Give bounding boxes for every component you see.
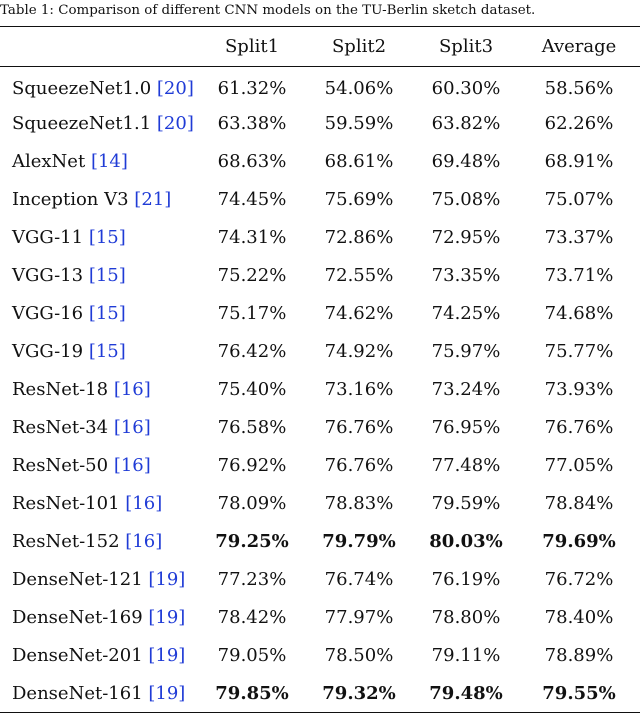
model-cell	[0, 637, 200, 675]
table-row	[0, 257, 640, 295]
citation-link[interactable]: [15]	[88, 265, 126, 286]
average-value: 58.56%	[544, 78, 614, 100]
split2-value: 74.62%	[324, 303, 394, 324]
citation-link[interactable]: [16]	[113, 417, 151, 438]
citation-link[interactable]: [20]	[156, 78, 194, 100]
model-name: AlexNet	[12, 151, 86, 172]
table-row	[0, 181, 640, 219]
split3-value: 77.48%	[431, 455, 501, 476]
split2-value: 76.76%	[324, 455, 394, 476]
model-cell	[0, 409, 200, 447]
table-header-row	[0, 27, 640, 67]
model-cell	[0, 333, 200, 371]
split3-value: 73.35%	[431, 265, 501, 286]
citation-link[interactable]: [16]	[113, 379, 151, 400]
model-cell	[0, 485, 200, 523]
average-value: 68.91%	[544, 151, 614, 172]
split2-value: 79.79%	[322, 531, 396, 552]
split1-value: 77.23%	[217, 569, 287, 590]
citation-link[interactable]: [16]	[125, 493, 163, 514]
model-name: ResNet-18	[12, 379, 109, 400]
table-row	[0, 675, 640, 713]
average-value: 76.72%	[544, 569, 614, 590]
average-value: 77.05%	[544, 455, 614, 476]
split3-value: 60.30%	[431, 78, 501, 100]
header-split3: Split3	[438, 36, 494, 57]
split1-value: 74.45%	[217, 189, 287, 210]
average-value: 79.55%	[542, 682, 616, 704]
table-row	[0, 599, 640, 637]
split3-value: 75.97%	[431, 341, 501, 362]
split3-value: 72.95%	[431, 227, 501, 248]
model-cell	[0, 561, 200, 599]
model-cell	[0, 181, 200, 219]
split1-value: 61.32%	[217, 78, 287, 100]
model-name: VGG-19	[12, 341, 84, 362]
model-cell	[0, 257, 200, 295]
split3-value: 69.48%	[431, 151, 501, 172]
split1-value: 74.31%	[217, 227, 287, 248]
split2-value: 77.97%	[324, 607, 394, 628]
citation-link[interactable]: [15]	[88, 227, 126, 248]
average-value: 76.76%	[544, 417, 614, 438]
model-name: Inception V3	[12, 189, 129, 210]
split1-value: 76.42%	[217, 341, 287, 362]
model-name: DenseNet-121	[12, 569, 143, 590]
citation-link[interactable]: [20]	[156, 113, 194, 134]
model-cell	[0, 447, 200, 485]
model-cell	[0, 523, 200, 561]
split3-value: 78.80%	[431, 607, 501, 628]
citation-link[interactable]: [19]	[148, 645, 186, 666]
split1-value: 75.17%	[217, 303, 287, 324]
split3-value: 76.95%	[431, 417, 501, 438]
table-row	[0, 637, 640, 675]
model-name: DenseNet-169	[12, 607, 143, 628]
model-name: ResNet-101	[12, 493, 120, 514]
header-split1: Split1	[224, 36, 280, 57]
header-split2: Split2	[331, 36, 387, 57]
split1-value: 79.25%	[215, 531, 289, 552]
model-name: SqueezeNet1.1	[12, 113, 152, 134]
average-value: 73.93%	[544, 379, 614, 400]
model-name: VGG-13	[12, 265, 84, 286]
average-value: 73.37%	[544, 227, 614, 248]
results-table	[0, 26, 640, 713]
average-value: 62.26%	[544, 113, 614, 134]
model-name: VGG-11	[12, 227, 84, 248]
split3-value: 73.24%	[431, 379, 501, 400]
split3-value: 76.19%	[431, 569, 501, 590]
citation-link[interactable]: [15]	[88, 303, 126, 324]
citation-link[interactable]: [14]	[90, 151, 128, 172]
header-model	[0, 27, 200, 67]
split2-value: 78.83%	[324, 493, 394, 514]
citation-link[interactable]: [19]	[148, 607, 186, 628]
table-row	[0, 371, 640, 409]
split3-value: 79.59%	[431, 493, 501, 514]
model-cell	[0, 219, 200, 257]
split2-value: 76.74%	[324, 569, 394, 590]
split2-value: 79.32%	[322, 682, 396, 704]
average-value: 73.71%	[544, 265, 614, 286]
table-row	[0, 295, 640, 333]
split3-value: 80.03%	[429, 531, 503, 552]
split2-value: 76.76%	[324, 417, 394, 438]
citation-link[interactable]: [16]	[125, 531, 163, 552]
table-row	[0, 143, 640, 181]
split1-value: 79.05%	[217, 645, 287, 666]
split2-value: 74.92%	[324, 341, 394, 362]
model-cell	[0, 675, 200, 713]
model-cell	[0, 67, 200, 105]
split1-value: 78.09%	[217, 493, 287, 514]
model-name: ResNet-50	[12, 455, 109, 476]
table-row	[0, 333, 640, 371]
model-cell	[0, 143, 200, 181]
split2-value: 59.59%	[324, 113, 394, 134]
average-value: 78.89%	[544, 645, 614, 666]
model-name: DenseNet-161	[12, 682, 143, 704]
average-value: 78.84%	[544, 493, 614, 514]
average-value: 74.68%	[544, 303, 614, 324]
average-value: 75.07%	[544, 189, 614, 210]
citation-link[interactable]: [21]	[134, 189, 172, 210]
split1-value: 76.58%	[217, 417, 287, 438]
split1-value: 76.92%	[217, 455, 287, 476]
model-cell	[0, 599, 200, 637]
model-cell	[0, 105, 200, 143]
split3-value: 74.25%	[431, 303, 501, 324]
split1-value: 68.63%	[217, 151, 287, 172]
model-name: ResNet-152	[12, 531, 120, 552]
split3-value: 63.82%	[431, 113, 501, 134]
split1-value: 78.42%	[217, 607, 287, 628]
split3-value: 75.08%	[431, 189, 501, 210]
model-cell	[0, 295, 200, 333]
model-name: VGG-16	[12, 303, 84, 324]
split1-value: 75.40%	[217, 379, 287, 400]
split1-value: 75.22%	[217, 265, 287, 286]
table-row	[0, 105, 640, 143]
table-body	[0, 67, 640, 713]
table-row	[0, 67, 640, 105]
model-name: SqueezeNet1.0	[12, 78, 152, 100]
model-name: ResNet-34	[12, 417, 109, 438]
split3-value: 79.48%	[429, 682, 503, 704]
split2-value: 78.50%	[324, 645, 394, 666]
average-value: 75.77%	[544, 341, 614, 362]
table-row	[0, 523, 640, 561]
split2-value: 68.61%	[324, 151, 394, 172]
citation-link[interactable]: [15]	[88, 341, 126, 362]
model-name: DenseNet-201	[12, 645, 143, 666]
split2-value: 54.06%	[324, 78, 394, 100]
citation-link[interactable]: [19]	[148, 569, 186, 590]
split2-value: 75.69%	[324, 189, 394, 210]
split2-value: 72.86%	[324, 227, 394, 248]
split1-value: 63.38%	[217, 113, 287, 134]
table-caption: Table 1: Comparison of different CNN models on the TU-Berlin sketch dataset.	[0, 3, 536, 18]
table-row	[0, 447, 640, 485]
citation-link[interactable]: [19]	[148, 682, 186, 704]
split1-value: 79.85%	[215, 682, 289, 704]
citation-link[interactable]: [16]	[113, 455, 151, 476]
results-table-container	[0, 26, 640, 713]
header-average: Average	[541, 36, 617, 57]
average-value: 78.40%	[544, 607, 614, 628]
table-row	[0, 219, 640, 257]
model-cell	[0, 371, 200, 409]
average-value: 79.69%	[542, 531, 616, 552]
table-row	[0, 561, 640, 599]
split2-value: 72.55%	[324, 265, 394, 286]
split2-value: 73.16%	[324, 379, 394, 400]
split3-value: 79.11%	[431, 645, 501, 666]
table-row	[0, 485, 640, 523]
table-row	[0, 409, 640, 447]
